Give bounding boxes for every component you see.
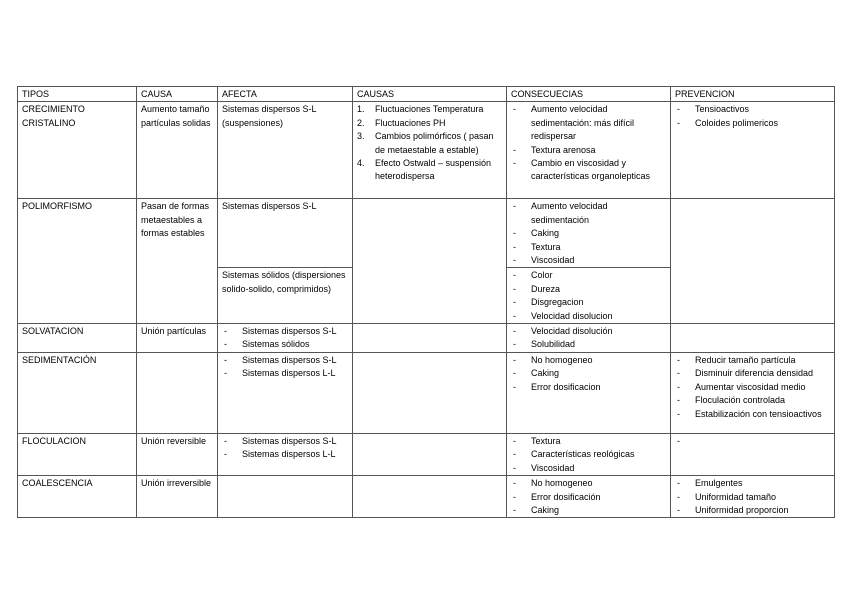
- afecta-floculacion: [218, 433, 353, 475]
- header-consecuencias: CONSECUECIAS: [507, 87, 671, 102]
- list-item: - Sistemas sólidos: [222, 338, 348, 351]
- consecuencias-coalescencia: [507, 476, 671, 518]
- list-item: - Sistemas dispersos S-L: [222, 435, 348, 448]
- list-item: - No homogeneo: [511, 477, 666, 490]
- afecta-solvatacion: [218, 324, 353, 353]
- list-item: - Viscosidad: [511, 462, 666, 475]
- causas-sedimentacion: [353, 352, 507, 433]
- list-item: - Caking: [511, 367, 666, 380]
- row-coalescencia: [18, 476, 835, 518]
- list-item: - Reducir tamaño partícula: [675, 354, 830, 367]
- list-item: - Tensioactivos: [675, 103, 830, 116]
- causas-solvatacion: [353, 324, 507, 353]
- list-item: - Sistemas dispersos L-L: [222, 367, 348, 380]
- tipo-sedimentacion: SEDIMENTACIÓN: [18, 352, 137, 433]
- tipo-floculacion: FLOCULACION: [18, 433, 137, 475]
- list-item: - Uniformidad proporcion: [675, 504, 830, 517]
- list-item: 3. Cambios polimórficos ( pasan de metaestable a estable): [357, 131, 494, 155]
- header-causa: CAUSA: [137, 87, 218, 102]
- tipo-coalescencia: COALESCENCIA: [18, 476, 137, 518]
- afecta-polimorfismo-2: Sistemas sólidos (dispersiones solido-solido, comprimidos): [218, 268, 353, 324]
- list-item: - Sistemas dispersos S-L: [222, 354, 348, 367]
- dash-mark: -: [677, 435, 680, 446]
- consecuencias-sedimentacion: [507, 352, 671, 433]
- prevencion-sedimentacion: [671, 352, 835, 433]
- list-item: - Color: [511, 269, 666, 282]
- list-item: - Error dosificacion: [511, 381, 666, 394]
- list-item: - Uniformidad tamaño: [675, 491, 830, 504]
- causas-floculacion: [353, 433, 507, 475]
- row-solvatacion: [18, 324, 835, 353]
- list-item: - Textura: [511, 435, 666, 448]
- stability-table: [17, 86, 835, 518]
- prevencion-solvatacion: [671, 324, 835, 353]
- prevencion-crecimiento: [671, 102, 835, 199]
- causas-crecimiento: [353, 102, 507, 199]
- causa-coalescencia: Unión irreversible: [137, 476, 218, 518]
- list-item: - Aumento velocidad sedimentación: más difícil redispersar: [511, 103, 666, 143]
- list-item: - Coloides polimericos: [675, 117, 830, 130]
- tipo-solvatacion: SOLVATACION: [18, 324, 137, 353]
- tipo-polimorfismo: POLIMORFISMO: [18, 199, 137, 324]
- list-item: - Características reológicas: [511, 448, 666, 461]
- header-causas: CAUSAS: [353, 87, 507, 102]
- list-item: - Aumentar viscosidad medio: [675, 381, 830, 394]
- row-polimorfismo-a: [18, 199, 835, 268]
- list-item: - Error dosificación: [511, 491, 666, 504]
- list-item: - Caking: [511, 227, 666, 240]
- row-crecimiento: [18, 102, 835, 199]
- causas-polimorfismo: [353, 199, 507, 324]
- tipo-crecimiento: CRECIMIENTO CRISTALINO: [18, 102, 137, 199]
- consecuencias-floculacion: [507, 433, 671, 475]
- afecta-polimorfismo-1: Sistemas dispersos S-L: [218, 199, 353, 268]
- causa-polimorfismo: Pasan de formas metaestables a formas estables: [137, 199, 218, 324]
- afecta-coalescencia: [218, 476, 353, 518]
- list-item: - Floculación controlada: [675, 394, 830, 407]
- list-item: - Sistemas dispersos L-L: [222, 448, 348, 461]
- afecta-sedimentacion: [218, 352, 353, 433]
- prevencion-floculacion: [671, 433, 835, 475]
- header-row: [18, 87, 835, 102]
- causas-coalescencia: [353, 476, 507, 518]
- list-item: - Viscosidad: [511, 254, 666, 267]
- list-item: 2. Fluctuaciones PH: [357, 117, 446, 128]
- header-prevencion: PREVENCION: [671, 87, 835, 102]
- list-item: - Textura: [511, 241, 666, 254]
- list-item: - Disgregacion: [511, 296, 666, 309]
- causas-list: [357, 103, 502, 183]
- list-item: - Estabilización con tensioactivos: [675, 408, 830, 421]
- list-item: - Velocidad disolución: [511, 325, 666, 338]
- list-item: - Disminuir diferencia densidad: [675, 367, 830, 380]
- list-item: - Cambio en viscosidad y características organolepticas: [511, 157, 666, 184]
- consecuencias-solvatacion: [507, 324, 671, 353]
- causa-solvatacion: Unión partículas: [137, 324, 218, 353]
- prevencion-polimorfismo: [671, 199, 835, 324]
- prevencion-coalescencia: [671, 476, 835, 518]
- list-item: - Aumento velocidad sedimentación: [511, 200, 666, 227]
- consecuencias-crecimiento: [507, 102, 671, 199]
- afecta-crecimiento: Sistemas dispersos S-L (suspensiones): [218, 102, 353, 199]
- list-item: - Dureza: [511, 283, 666, 296]
- list-item: - Solubilidad: [511, 338, 666, 351]
- list-item: - Emulgentes: [675, 477, 830, 490]
- row-floculacion: [18, 433, 835, 475]
- row-sedimentacion: [18, 352, 835, 433]
- list-item: - Caking: [511, 504, 666, 517]
- list-item: - No homogeneo: [511, 354, 666, 367]
- header-tipos: TIPOS: [18, 87, 137, 102]
- list-item: - Sistemas dispersos S-L: [222, 325, 348, 338]
- list-item: - Textura arenosa: [511, 144, 666, 157]
- causa-sedimentacion: [137, 352, 218, 433]
- causa-crecimiento: Aumento tamaño partículas solidas: [137, 102, 218, 199]
- consecuencias-polimorfismo-2: [507, 268, 671, 324]
- header-afecta: AFECTA: [218, 87, 353, 102]
- list-item: 1. Fluctuaciones Temperatura: [357, 104, 484, 115]
- causa-floculacion: Unión reversible: [137, 433, 218, 475]
- consecuencias-polimorfismo-1: [507, 199, 671, 268]
- list-item: 4. Efecto Ostwald – suspensión heterodispersa: [357, 158, 492, 182]
- list-item: - Velocidad disolucion: [511, 310, 666, 323]
